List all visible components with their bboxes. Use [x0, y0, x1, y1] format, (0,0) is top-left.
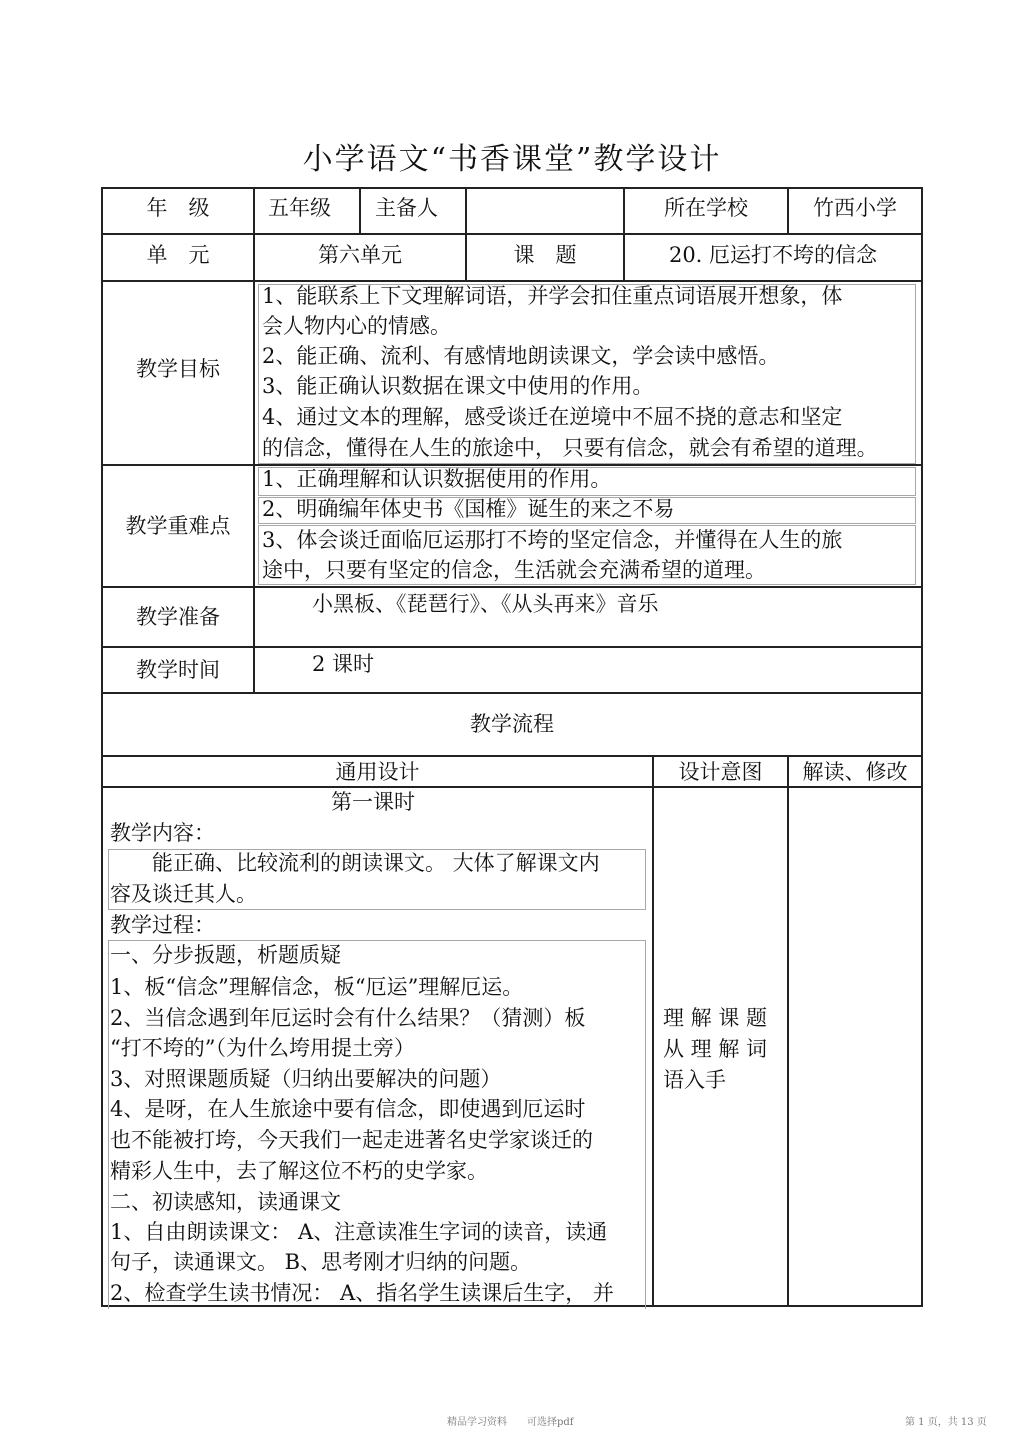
time-value: 2 课时 [312, 652, 375, 676]
process-line: 也不能被打垮，今天我们一起走进著名史学家谈迁的 [110, 1128, 593, 1152]
grade-label: 年 级 [146, 196, 210, 220]
process-line: “打不垮的”（为什么垮用提土旁） [110, 1036, 415, 1060]
process-line: 句子，读通课文。 B、思考刚才归纳的问题。 [110, 1250, 532, 1274]
col-notes: 解读、修改 [802, 760, 908, 784]
process-header: 教学流程 [470, 712, 554, 736]
process-line: 一、分步扳题，析题质疑 [110, 943, 341, 967]
goals-line: 的信念，懂得在人生的旅途中， 只要有信念，就会有希望的道理。 [262, 436, 878, 460]
goals-label: 教学目标 [136, 357, 220, 381]
school-label: 所在学校 [664, 196, 748, 220]
goals-line: 4、通过文本的理解，感受谈迁在逆境中不屈不挠的意志和坚定 [262, 405, 843, 429]
content-label: 教学内容： [110, 821, 215, 845]
lesson-value: 20. 厄运打不垮的信念 [668, 243, 878, 267]
process-line: 4、是呀，在人生旅途中要有信念，即使遇到厄运时 [110, 1097, 586, 1121]
keypoints-label: 教学重难点 [125, 514, 231, 538]
col-design-intent: 设计意图 [678, 760, 763, 784]
intent-line: 语入手 [663, 1068, 726, 1092]
process-line: 2、当信念遇到年厄运时会有什么结果？（猜测）板 [110, 1006, 586, 1030]
process-line: 3、对照课题质疑（归纳出要解决的问题） [110, 1067, 502, 1091]
prep-value: 小黑板、《琵琶行》、《从头再来》音乐 [312, 592, 659, 616]
process-line: 2、检查学生读书情况： A、指名学生读课后生字， 并 [110, 1281, 614, 1305]
keypoint-line: 1、正确理解和认识数据使用的作用。 [262, 467, 612, 491]
keypoint-line: 2、明确编年体史书《国榷》诞生的来之不易 [262, 497, 675, 521]
page-number: 第 1 页，共 13 页 [905, 1417, 987, 1428]
goals-line: 3、能正确认识数据在课文中使用的作用。 [262, 374, 654, 398]
content-line: 容及谈迁其人。 [110, 882, 257, 906]
footer-watermark: 精品学习资料 可选择pdf [447, 1417, 574, 1428]
document-title: 小学语文“书香课堂”教学设计 [302, 142, 722, 177]
goals-line: 会人物内心的情感。 [262, 314, 451, 338]
process-line: 精彩人生中，去了解这位不朽的史学家。 [110, 1159, 488, 1183]
goals-line: 2、能正确、流利、有感情地朗读课文，学会读中感悟。 [262, 344, 780, 368]
lesson-label: 课 题 [513, 243, 577, 267]
content-line: 能正确、比较流利的朗读课文。 大体了解课文内 [110, 851, 600, 875]
keypoint-line: 3、体会谈迁面临厄运那打不垮的坚定信念，并懂得在人生的旅 [262, 528, 843, 552]
process-line: 1、板“信念”理解信念，板“厄运”理解厄运。 [110, 975, 524, 999]
time-label: 教学时间 [136, 658, 220, 682]
preparer-label: 主备人 [375, 196, 438, 220]
unit-label: 单 元 [146, 243, 210, 267]
lesson-title: 第一课时 [331, 790, 415, 814]
goals-line: 1、能联系上下文理解词语，并学会扣住重点词语展开想象，体 [262, 284, 843, 308]
intent-line: 从 理 解 词 [663, 1037, 768, 1061]
col-general-design: 通用设计 [335, 760, 420, 784]
process-line: 二、初读感知，读通课文 [110, 1190, 341, 1214]
keypoint-line: 途中，只要有坚定的信念，生活就会充满希望的道理。 [262, 558, 766, 582]
intent-line: 理 解 课 题 [663, 1006, 768, 1030]
process-label: 教学过程： [110, 913, 215, 937]
grade-value: 五年级 [268, 196, 331, 220]
process-line: 1、自由朗读课文： A、注意读准生字词的读音，读通 [110, 1220, 608, 1244]
unit-value: 第六单元 [318, 243, 402, 267]
prep-label: 教学准备 [136, 605, 220, 629]
school-value: 竹西小学 [813, 196, 897, 220]
